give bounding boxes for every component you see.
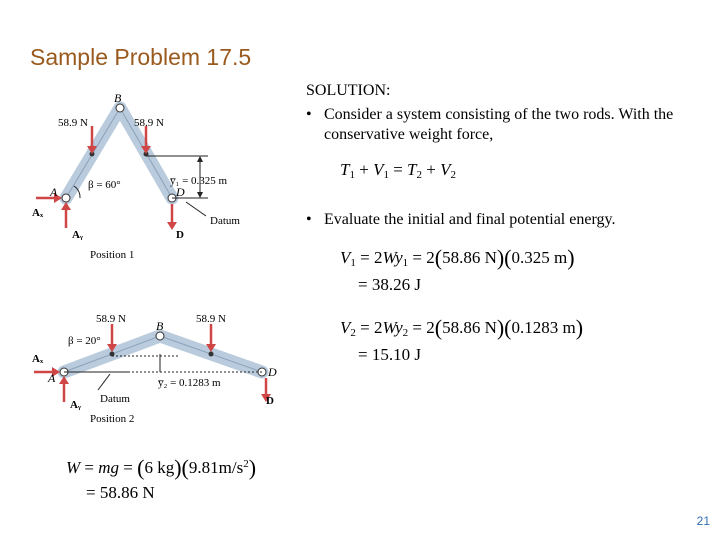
pos2-label-B: B xyxy=(156,319,164,333)
pos2-label-D-upper: D xyxy=(268,365,277,379)
energy-conservation-equation: $T_1 + V_1 = T_2 + V_2$ xyxy=(340,160,456,181)
pos1-beta: β = 60° xyxy=(88,179,121,191)
pos2-label-A: A xyxy=(48,371,56,385)
pos2-caption: Position 2 xyxy=(90,413,135,425)
final-potential-equation: $V_2 = 2Wy_2 = 2(58.86$ N)(0.1283 m) xyxy=(340,315,584,340)
pos1-label-D-lower: D xyxy=(176,229,184,241)
slide-title: Sample Problem 17.5 xyxy=(30,44,252,70)
figure-two-rods xyxy=(28,88,288,428)
pos1-label-D-upper: D xyxy=(176,185,185,199)
final-potential-result: = 15.10 J xyxy=(358,345,421,364)
pos1-caption: Position 1 xyxy=(90,249,135,261)
pos2-datum: Datum xyxy=(100,393,130,405)
solution-heading: SOLUTION: xyxy=(306,82,391,99)
pos1-y1: y̅₁ = 0.325 m xyxy=(170,175,228,187)
pos2-y2: y̅₂ = 0.1283 m xyxy=(158,377,221,389)
pos1-label-B: B xyxy=(114,91,122,105)
pos2-load-right: 58.9 N xyxy=(196,313,226,325)
pos1-load-right: 58.9 N xyxy=(134,117,164,129)
bullet-marker: • xyxy=(306,211,312,228)
pos1-Ay: Aᵧ xyxy=(72,229,84,241)
pos2-Ax: Aₓ xyxy=(32,353,44,365)
weight-equation: W = mg = (6 $kg)(9.81m/s^2)$ xyxy=(66,455,257,480)
page-number: 21 xyxy=(696,514,710,528)
bullet-marker: • xyxy=(306,106,312,123)
bullet-2-text: Evaluate the initial and final potential energy. xyxy=(324,211,616,228)
pos1-Ax: Aₓ xyxy=(32,207,44,219)
pos1-label-A: A xyxy=(50,185,58,199)
pos2-load-left: 58.9 N xyxy=(96,313,126,325)
initial-potential-equation: $V_1 = 2Wy_1 = 2(58.86$ N)(0.325 m) xyxy=(340,245,575,270)
pos2-label-D-lower: D xyxy=(266,395,274,407)
initial-potential-result: = 38.26 J xyxy=(358,275,421,294)
weight-result: = 58.86 N xyxy=(86,483,155,502)
pos1-datum: Datum xyxy=(210,215,240,227)
bullet-1-text: Consider a system consisting of the two rods. With the conservative weight force, xyxy=(324,106,674,143)
pos1-load-left: 58.9 N xyxy=(58,117,88,129)
position-2-diagram xyxy=(32,313,277,425)
position-1-diagram xyxy=(32,91,240,261)
pos2-Ay: Aᵧ xyxy=(70,399,82,411)
pos2-beta: β = 20° xyxy=(68,335,101,347)
